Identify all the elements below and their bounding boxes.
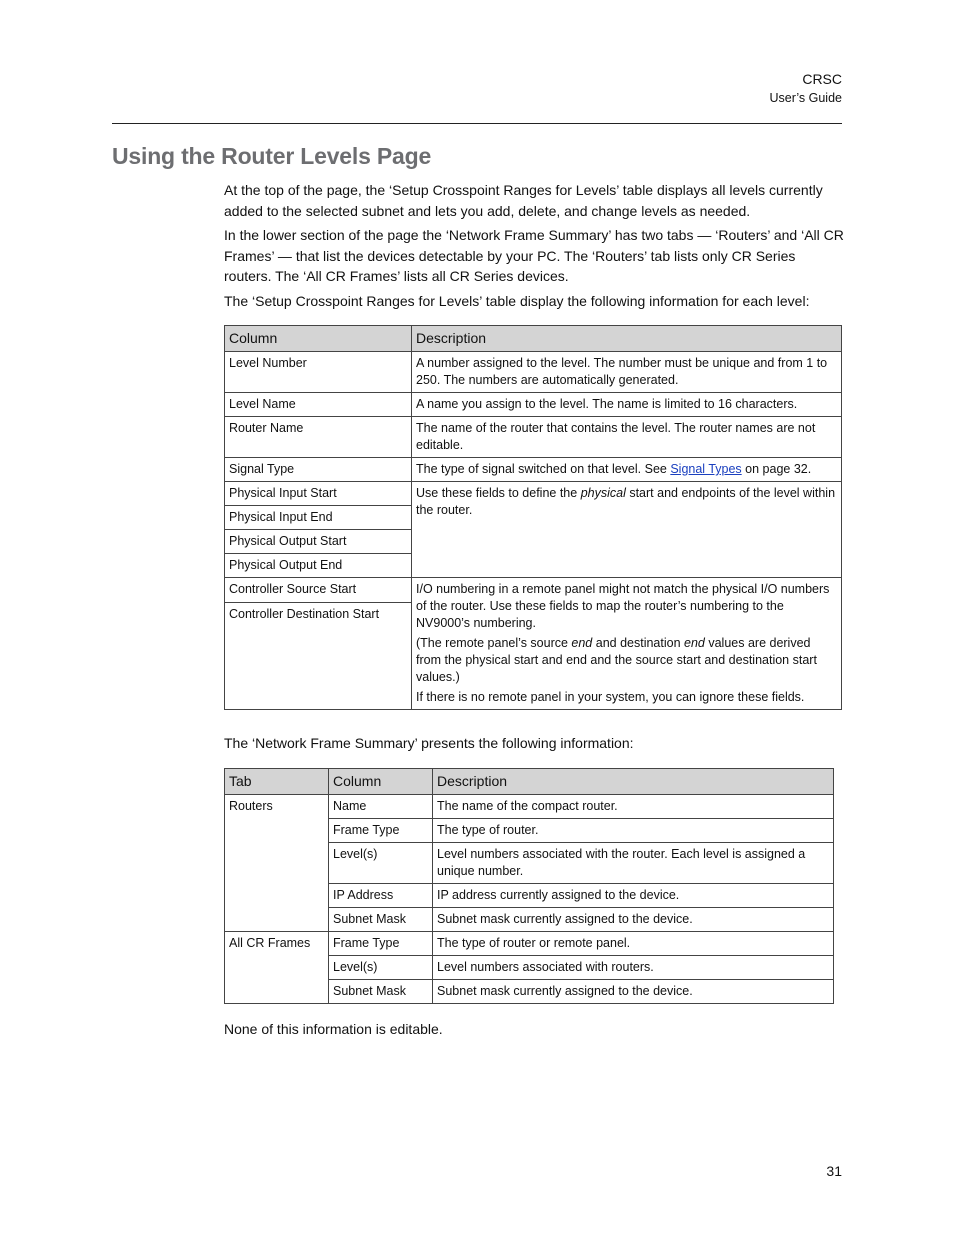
cell-column: Physical Input End	[225, 506, 412, 530]
cell-column: Physical Output End	[225, 554, 412, 578]
column-header: Column	[225, 326, 412, 352]
cell-column: Controller Source Start	[225, 578, 412, 603]
frame-summary-table	[224, 768, 834, 1004]
table-row	[225, 417, 842, 458]
signal-types-link[interactable]: Signal Types	[670, 462, 742, 476]
table-row	[225, 458, 842, 482]
table-row	[225, 932, 834, 956]
table-header-row	[225, 326, 842, 352]
end-emphasis: end	[571, 636, 593, 650]
column-header: Description	[412, 326, 842, 352]
cell-column: Level Number	[225, 352, 412, 393]
physical-emphasis: physical	[580, 486, 626, 500]
cell-column: Subnet Mask	[329, 980, 433, 1004]
cell-column: Name	[329, 795, 433, 819]
cell-column: Level(s)	[329, 956, 433, 980]
table-row	[225, 393, 842, 417]
cell-column: Signal Type	[225, 458, 412, 482]
cell-description: The type of router or remote panel.	[433, 932, 834, 956]
controller-desc-text: and destination	[592, 636, 685, 650]
cell-tab: All CR Frames	[225, 932, 329, 1004]
physical-desc-text: Use these fields to define the	[416, 486, 581, 500]
cell-description: The type of router.	[433, 819, 834, 843]
header-product: CRSC	[802, 71, 842, 87]
controller-desc-p2	[416, 635, 837, 686]
column-header: Description	[433, 769, 834, 795]
cell-column: Level(s)	[329, 843, 433, 884]
cell-description: Level numbers associated with routers.	[433, 956, 834, 980]
cell-column: Router Name	[225, 417, 412, 458]
table-row	[225, 482, 842, 506]
controller-desc-text: (The remote panel’s source	[416, 636, 572, 650]
intro-paragraph: At the top of the page, the ‘Setup Crosspoint Ranges for Levels’ table displays all levels currently added to the selected subnet and lets you add, delete, and change levels as needed.	[224, 182, 823, 219]
table-intro-paragraph: The ‘Setup Crosspoint Ranges for Levels’ table display the following information for each level:	[224, 293, 810, 309]
cell-description: The name of the router that contains the level. The router names are not editable.	[412, 417, 842, 458]
cell-description	[412, 458, 842, 482]
cell-column: Subnet Mask	[329, 908, 433, 932]
cell-column: Level Name	[225, 393, 412, 417]
table-row	[225, 795, 834, 819]
table-row	[225, 352, 842, 393]
column-header: Column	[329, 769, 433, 795]
signal-desc-page: on page 32.	[741, 462, 812, 476]
cell-description	[412, 578, 842, 710]
cell-description: IP address currently assigned to the device.	[433, 884, 834, 908]
column-header: Tab	[225, 769, 329, 795]
cell-description: Level numbers associated with the router. Each level is assigned a unique number.	[433, 843, 834, 884]
cell-tab: Routers	[225, 795, 329, 932]
controller-desc-p3: If there is no remote panel in your system, you can ignore these fields.	[416, 690, 805, 704]
cell-description	[412, 482, 842, 578]
page-number: 31	[826, 1163, 842, 1179]
header-rule	[112, 123, 842, 124]
controller-desc-text: values are derived from the physical start and end and the source start and destination start values.)	[416, 636, 817, 684]
cell-column: Frame Type	[329, 932, 433, 956]
section-title: Using the Router Levels Page	[112, 143, 432, 169]
tabs-paragraph: In the lower section of the page the ‘Network Frame Summary’ has two tabs — ‘Routers’ and ‘All CR Frames’ — that list the devices detectable by your PC. The ‘Routers’ tab lists only CR Series routers. The ‘All CR Frames’ lists all CR Series devices.	[224, 227, 844, 284]
closing-paragraph: None of this information is editable.	[224, 1021, 443, 1037]
table-header-row	[225, 769, 834, 795]
signal-desc-text: The type of signal switched on that level. See	[416, 462, 671, 476]
physical-desc-rest: start and endpoints of the level within the router.	[416, 486, 836, 517]
cell-description: Subnet mask currently assigned to the device.	[433, 908, 834, 932]
levels-table	[224, 325, 842, 710]
cell-column: Frame Type	[329, 819, 433, 843]
end-emphasis: end	[684, 636, 705, 650]
frame-summary-intro: The ‘Network Frame Summary’ presents the following information:	[224, 735, 634, 751]
controller-desc-p1: I/O numbering in a remote panel might not match the physical I/O numbers of the router. Use these fields to map the router’s numbering to the NV9000’s numbering.	[416, 582, 830, 630]
cell-column: Physical Output Start	[225, 530, 412, 554]
cell-column: Physical Input Start	[225, 482, 412, 506]
cell-column: IP Address	[329, 884, 433, 908]
cell-column: Controller Destination Start	[225, 603, 412, 710]
table-row	[225, 578, 842, 603]
cell-description: The name of the compact router.	[433, 795, 834, 819]
cell-description: A name you assign to the level. The name is limited to 16 characters.	[412, 393, 842, 417]
cell-description: A number assigned to the level. The number must be unique and from 1 to 250. The numbers are automatically generated.	[412, 352, 842, 393]
cell-description: Subnet mask currently assigned to the device.	[433, 980, 834, 1004]
header-guide: User’s Guide	[769, 91, 842, 105]
